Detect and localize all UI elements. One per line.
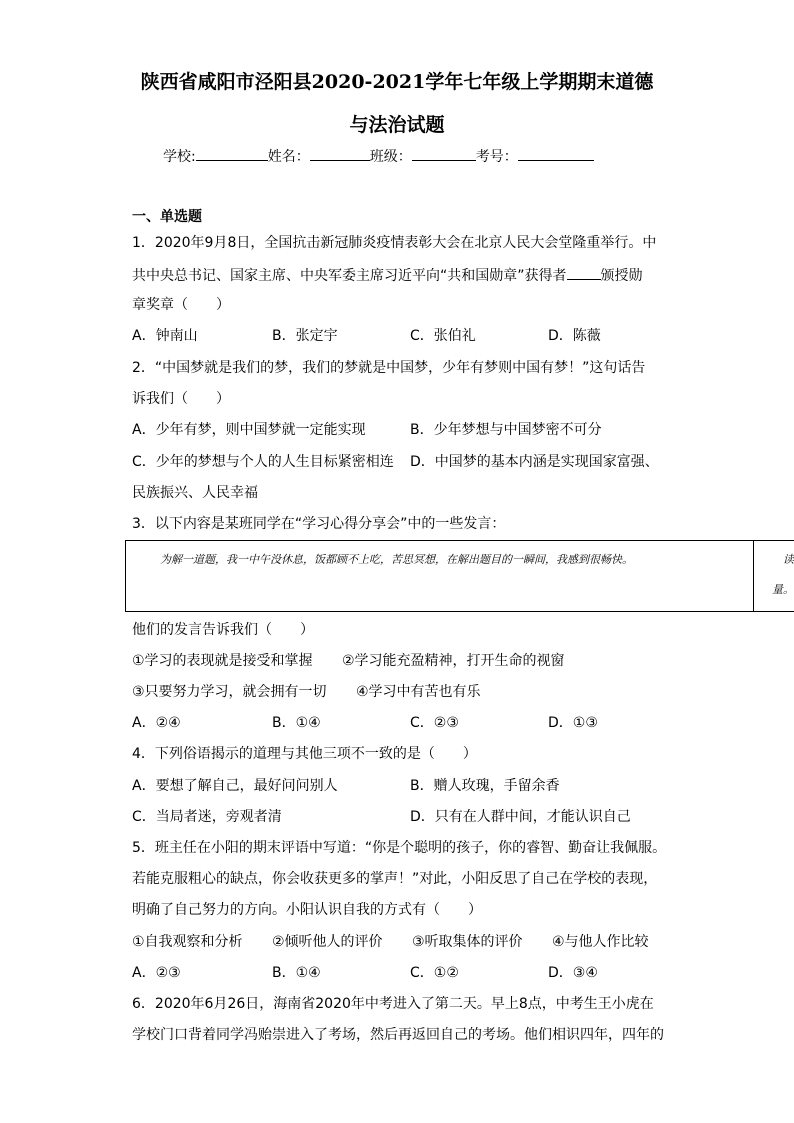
page-title-line1: 陕西省咸阳市泾阳县2020-2021学年七年级上学期期末道德: [140, 71, 654, 93]
name-label: 姓名：: [267, 149, 310, 165]
q3-stem-line1: 3．以下内容是某班同学在“学习心得分享会”中的一些发言：: [132, 516, 506, 532]
q3-statement-3: ③只要努力学习，就会拥有一切: [132, 684, 327, 700]
q2-option-d[interactable]: D．中国梦的基本内涵是实现国家富强、: [410, 454, 659, 470]
exam-number-label: 考号：: [475, 149, 518, 165]
q3-statement-4: ④学习中有苦也有乐: [356, 684, 481, 700]
q3-quote-cell-1: 为解一道题，我一中午没休息，饭都顾不上吃，苦思冥想，在解出题目的一瞬间，我感到很畅快。: [126, 541, 754, 612]
q3-statement-2: ②学习能充盈精神，打开生命的视窗: [342, 653, 565, 669]
name-blank[interactable]: [310, 146, 370, 161]
q3-option-d[interactable]: D．①③: [548, 715, 598, 731]
q5-option-a[interactable]: A．②③: [132, 965, 181, 981]
q1-option-b[interactable]: B．张定宇: [272, 328, 338, 344]
q4-option-d[interactable]: D．只有在人群中间，才能认识自己: [410, 809, 631, 825]
q3-statement-1: ①学习的表现就是接受和掌握: [132, 653, 313, 669]
q5-statement-3: ③听取集体的评价: [412, 934, 523, 950]
q1-stem-line1: 1．2020年9月8日，全国抗击新冠肺炎疫情表彰大会在北京人民大会堂隆重举行。中: [132, 235, 657, 251]
class-label: 班级：: [369, 149, 412, 165]
class-blank[interactable]: [412, 146, 476, 161]
q5-statement-1: ①自我观察和分析: [132, 934, 243, 950]
page-title-line2: 与法治试题: [349, 114, 445, 136]
q2-option-c[interactable]: C．少年的梦想与个人的人生目标紧密相连: [132, 454, 394, 470]
q2-stem-line2: 诉我们（ ）: [132, 391, 230, 407]
q1-stem-line2: 共中央总书记、国家主席、中央军委主席习近平向“共和国勋章”获得者 颁授勋: [132, 265, 643, 285]
q5-stem-line2: 若能克服粗心的缺点，你会收获更多的掌声！”对此，小阳反思了自己在学校的表现，: [132, 871, 658, 887]
q5-statement-2: ②倾听他人的评价: [272, 934, 383, 950]
q2-option-d-cont: 民族振兴、人民幸福: [132, 485, 258, 501]
q3-stem-line2: 他们的发言告诉我们（ ）: [132, 622, 314, 638]
exam-number-blank[interactable]: [518, 146, 594, 161]
q1-option-d[interactable]: D．陈薇: [548, 328, 601, 344]
student-info-row: [163, 146, 594, 166]
q1-stem-line3: 章奖章（ ）: [132, 297, 230, 313]
school-label: 学校:: [163, 149, 196, 165]
q3-quote-cell-2: 读量。: [754, 541, 794, 612]
q5-stem-line1: 5．班主任在小阳的期末评语中写道：“你是个聪明的孩子，你的睿智、勤奋让我佩服。: [132, 840, 667, 856]
section-heading: 一、单选题: [132, 209, 202, 225]
q5-stem-line3: 明确了自己努力的方向。小阳认识自我的方式有（ ）: [132, 902, 482, 918]
q5-statement-4: ④与他人作比较: [552, 934, 649, 950]
q1-option-a[interactable]: A．钟南山: [132, 328, 198, 344]
school-blank[interactable]: [196, 146, 268, 161]
q2-option-b[interactable]: B．少年梦想与中国梦密不可分: [410, 422, 602, 438]
q1-answer-blank: [567, 265, 601, 280]
q5-option-d[interactable]: D．③④: [548, 965, 598, 981]
q4-option-c[interactable]: C．当局者迷，旁观者清: [132, 809, 282, 825]
q6-stem-line1: 6．2020年6月26日，海南省2020年中考进入了第二天。早上8点，中考生王小虎在: [132, 996, 654, 1012]
q2-stem-line1: 2．“中国梦就是我们的梦，我们的梦就是中国梦，少年有梦则中国有梦！”这句话告: [132, 360, 646, 376]
q6-stem-line2: 学校门口背着同学冯贻崇进入了考场，然后再返回自己的考场。他们相识四年，四年的: [132, 1027, 664, 1043]
q1-option-c[interactable]: C．张伯礼: [410, 328, 476, 344]
q3-option-a[interactable]: A．②④: [132, 715, 181, 731]
q3-option-b[interactable]: B．①④: [272, 715, 321, 731]
q4-option-b[interactable]: B．赠人玫瑰，手留余香: [410, 778, 560, 794]
q5-option-c[interactable]: C．①②: [410, 965, 459, 981]
q2-option-a[interactable]: A．少年有梦，则中国梦就一定能实现: [132, 422, 366, 438]
q3-option-c[interactable]: C．②③: [410, 715, 459, 731]
q5-option-b[interactable]: B．①④: [272, 965, 321, 981]
q4-option-a[interactable]: A．要想了解自己，最好问问别人: [132, 778, 338, 794]
q4-stem: 4．下列俗语揭示的道理与其他三项不一致的是（ ）: [132, 746, 477, 762]
q3-quote-table: [125, 540, 794, 612]
